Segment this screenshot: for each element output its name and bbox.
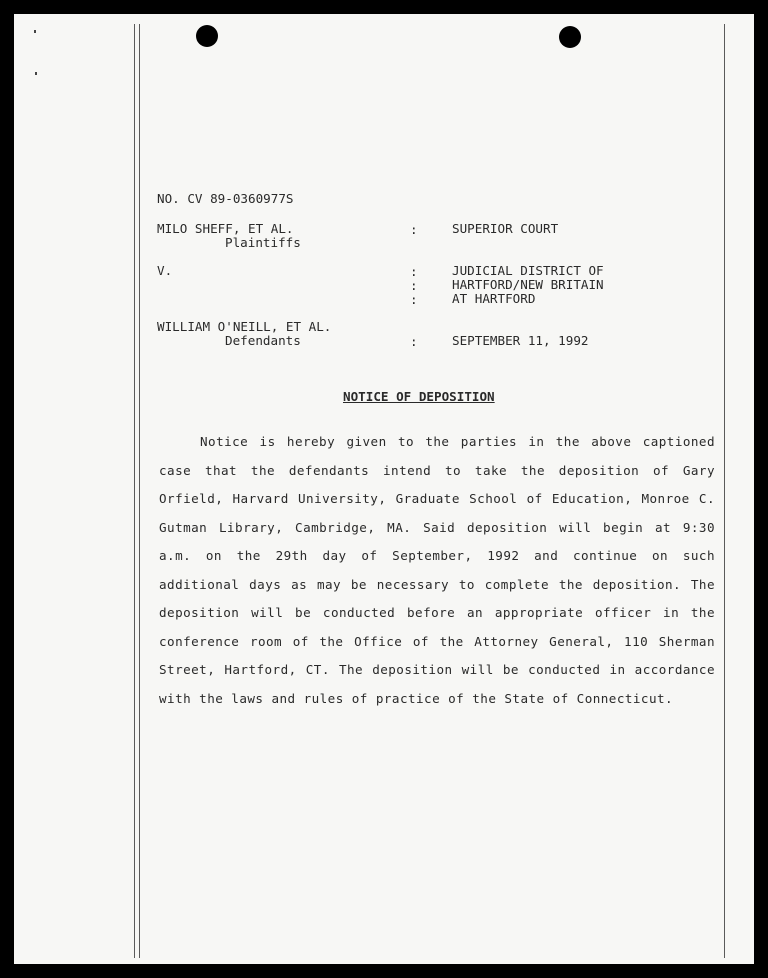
caption-separator: : <box>410 264 418 279</box>
punch-hole-left <box>196 25 218 47</box>
margin-rule-left-inner <box>139 24 140 958</box>
caption-separator: : <box>410 222 418 237</box>
scan-speck <box>35 72 37 75</box>
court-name: SUPERIOR COURT <box>452 221 559 236</box>
filing-date: SEPTEMBER 11, 1992 <box>452 333 589 348</box>
punch-hole-right <box>559 26 581 48</box>
district-line-3: AT HARTFORD <box>452 291 536 306</box>
plaintiff-role: Plaintiffs <box>225 235 301 250</box>
versus: V. <box>157 263 173 278</box>
scan-speck <box>34 30 36 33</box>
docket-number: NO. CV 89-0360977S <box>157 191 294 206</box>
district-line-2: HARTFORD/NEW BRITAIN <box>452 277 604 292</box>
plaintiff-name: MILO SHEFF, ET AL. <box>157 221 294 236</box>
notice-title: NOTICE OF DEPOSITION <box>343 389 495 404</box>
document-page <box>14 14 754 964</box>
margin-rule-left <box>134 24 135 958</box>
caption-separator: : <box>410 292 418 307</box>
margin-rule-right <box>724 24 725 958</box>
defendant-name: WILLIAM O'NEILL, ET AL. <box>157 319 332 334</box>
defendant-role: Defendants <box>225 333 301 348</box>
caption-separator: : <box>410 278 418 293</box>
notice-body: Notice is hereby given to the parties in the above captioned case that the defendants intend to take the deposition of Gary Orfield, Harvard University, Graduate School of Education, Monroe C. Gutman Library, Cambridge, MA. Said deposition will begin at 9:30 a.m. on the 29th day of September, 1992 and continue on such additional days as may be necessary to complete the deposition. The deposition will be conducted before an appropriate officer in the conference room of the Office of the Attorney General, 110 Sherman Street, Hartford, CT. The deposition will be conducted in accordance with the laws and rules of practice of the State of Connecticut. <box>159 434 715 706</box>
district-line-1: JUDICIAL DISTRICT OF <box>452 263 604 278</box>
caption-separator: : <box>410 334 418 349</box>
